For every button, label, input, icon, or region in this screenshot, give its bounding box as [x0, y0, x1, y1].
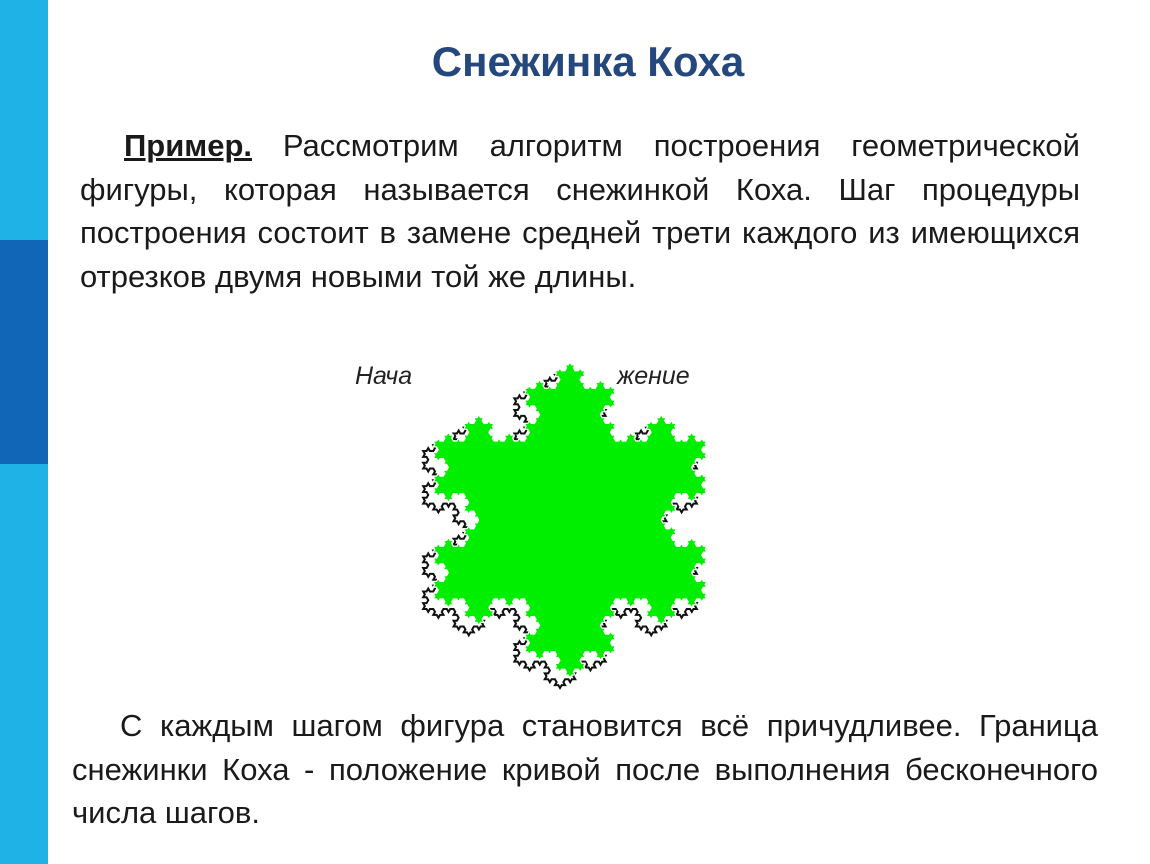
- sidebar-band-middle: [0, 240, 48, 464]
- sidebar-band-top: [0, 0, 48, 240]
- intro-paragraph: [80, 124, 1080, 298]
- caption-left-fragment: Нача: [355, 362, 413, 390]
- caption-right-fragment: жение: [617, 362, 690, 390]
- example-label: Пример.: [124, 128, 252, 163]
- sidebar-decoration: [0, 0, 48, 864]
- slide-title: Снежинка Коха: [431, 38, 745, 85]
- koch-snowflake-svg: [400, 340, 740, 700]
- intro-text: Рассмотрим алгоритм построения геометрической фигуры, которая называется снежинкой Коха. Шаг процедуры построения состоит в замене средней трети каждого из имеющихся отрезков двумя новыми той же длины.: [80, 128, 1080, 294]
- koch-snowflake-figure: [400, 340, 740, 700]
- conclusion-text: С каждым шагом фигура становится всё причудливее. Граница снежинки Коха - положение кривой после выполнения бесконечного числа шагов.: [72, 708, 1098, 830]
- conclusion-paragraph: [72, 704, 1098, 835]
- sidebar-band-bottom: [0, 464, 48, 864]
